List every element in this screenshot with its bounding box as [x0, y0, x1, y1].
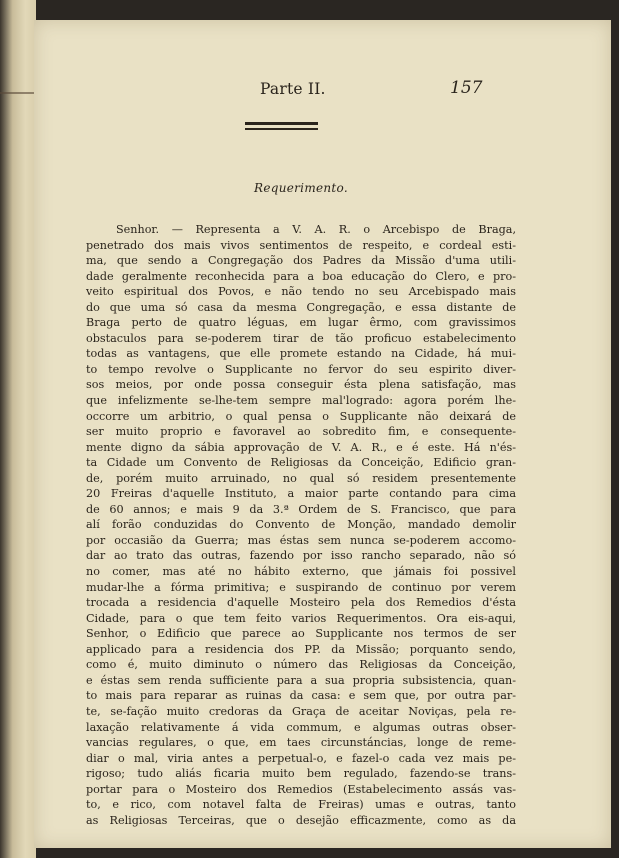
text-line: dar ao trato das outras, fazendo por isso rancho separado, não só: [86, 549, 516, 563]
book-page: [34, 20, 611, 848]
section-title: Requerimento.: [254, 181, 348, 195]
text-line: Senhor, o Edificio que parece ao Supplicante nos termos de ser: [86, 627, 516, 641]
text-line: portar para o Mosteiro dos Remedios (Estabelecimento assás vas-: [86, 782, 516, 796]
text-line: occorre um arbitrio, o qual pensa o Supplicante não deixará de: [86, 409, 516, 423]
body-text: [86, 222, 516, 828]
text-line: diar o mal, viria antes a perpetual-o, e fazel-o cada vez mais pe-: [86, 751, 516, 765]
text-line: veito espiritual dos Povos, e não tendo no seu Arcebispado mais: [86, 285, 516, 299]
text-line: por occasião da Guerra; mas éstas sem nunca se-poderem accomo-: [86, 533, 516, 547]
text-line: Cidade, para o que tem feito varios Requerimentos. Ora eis-aqui,: [86, 611, 516, 625]
text-line: sos meios, por onde possa conseguir ésta plena satisfação, mas: [86, 378, 516, 392]
text-line: mente digno da sábia approvação de V. A. R., e é este. Há n'és-: [86, 440, 516, 454]
text-line: no comer, mas até no hábito externo, que jámais foi possivel: [86, 565, 516, 579]
text-line: laxação relativamente á vida commum, e algumas outras obser-: [86, 720, 516, 734]
text-line: rigoso; tudo aliás ficaria muito bem regulado, fazendo-se trans-: [86, 767, 516, 781]
text-line: como é, muito diminuto o número das Religiosas da Conceição,: [86, 658, 516, 672]
text-line: applicado para a residencia dos PP. da Missão; porquanto sendo,: [86, 642, 516, 656]
text-line: de 60 annos; e mais 9 da 3.ª Ordem de S. Francisco, que para: [86, 502, 516, 516]
text-line: ta Cidade um Convento de Religiosas da Conceição, Edificio gran-: [86, 456, 516, 470]
text-line: to tempo revolve o Supplicante no fervor do seu espirito diver-: [86, 362, 516, 376]
text-line: te, se-fação muito credoras da Graça de aceitar Noviças, pela re-: [86, 704, 516, 718]
text-line: mudar-lhe a fórma primitiva; e suspirando de continuo por verem: [86, 580, 516, 594]
text-line: que infelizmente se-lhe-tem sempre mal'logrado: agora porém lhe-: [86, 394, 516, 408]
text-line: alí forão conduzidas do Convento de Monção, mandado demolir: [86, 518, 516, 532]
text-line: ma, que sendo a Congregação dos Padres da Missão d'uma utili-: [86, 254, 516, 268]
text-line: todas as vantagens, que elle promete estando na Cidade, há mui-: [86, 347, 516, 361]
text-line: Braga perto de quatro léguas, em lugar êrmo, com gravissimos: [86, 316, 516, 330]
page-number: 157: [450, 78, 483, 98]
text-line: to, e rico, com notavel falta de Freiras) umas e outras, tanto: [86, 798, 516, 812]
text-line: e éstas sem renda sufficiente para a sua propria subsistencia, quan-: [86, 673, 516, 687]
text-line: do que uma só casa da mesma Congregação, e essa distante de: [86, 300, 516, 314]
running-header: Parte II.: [260, 80, 326, 98]
text-line: de, porém muito arruinado, no qual só residem presentemente: [86, 471, 516, 485]
text-line: obstaculos para se-poderem tirar de tão proficuo estabelecimento: [86, 331, 516, 345]
adjacent-page-edge: [0, 0, 36, 858]
text-line: as Religiosas Terceiras, que o desejão efficazmente, como as da: [86, 813, 516, 827]
text-line: ser muito proprio e favoravel ao sobredito fim, e consequente-: [86, 425, 516, 439]
text-line: Senhor. — Representa a V. A. R. o Arcebispo de Braga,: [116, 223, 516, 236]
text-line: to mais para reparar as ruinas da casa: e sem que, por outra par-: [86, 689, 516, 703]
text-line: trocada a residencia d'aquelle Mosteiro pela dos Remedios d'ésta: [86, 596, 516, 610]
text-line: penetrado dos mais vivos sentimentos de respeito, e cordeal esti-: [86, 238, 516, 252]
text-line: dade geralmente reconhecida para a boa educação do Clero, e pro-: [86, 269, 516, 283]
header-rule-thin: [245, 128, 318, 130]
header-rule-thick: [245, 122, 318, 125]
text-line: 20 Freiras d'aquelle Instituto, a maior parte contando para cima: [86, 487, 516, 501]
text-line: vancias regulares, o que, em taes circunstáncias, longe de reme-: [86, 736, 516, 750]
